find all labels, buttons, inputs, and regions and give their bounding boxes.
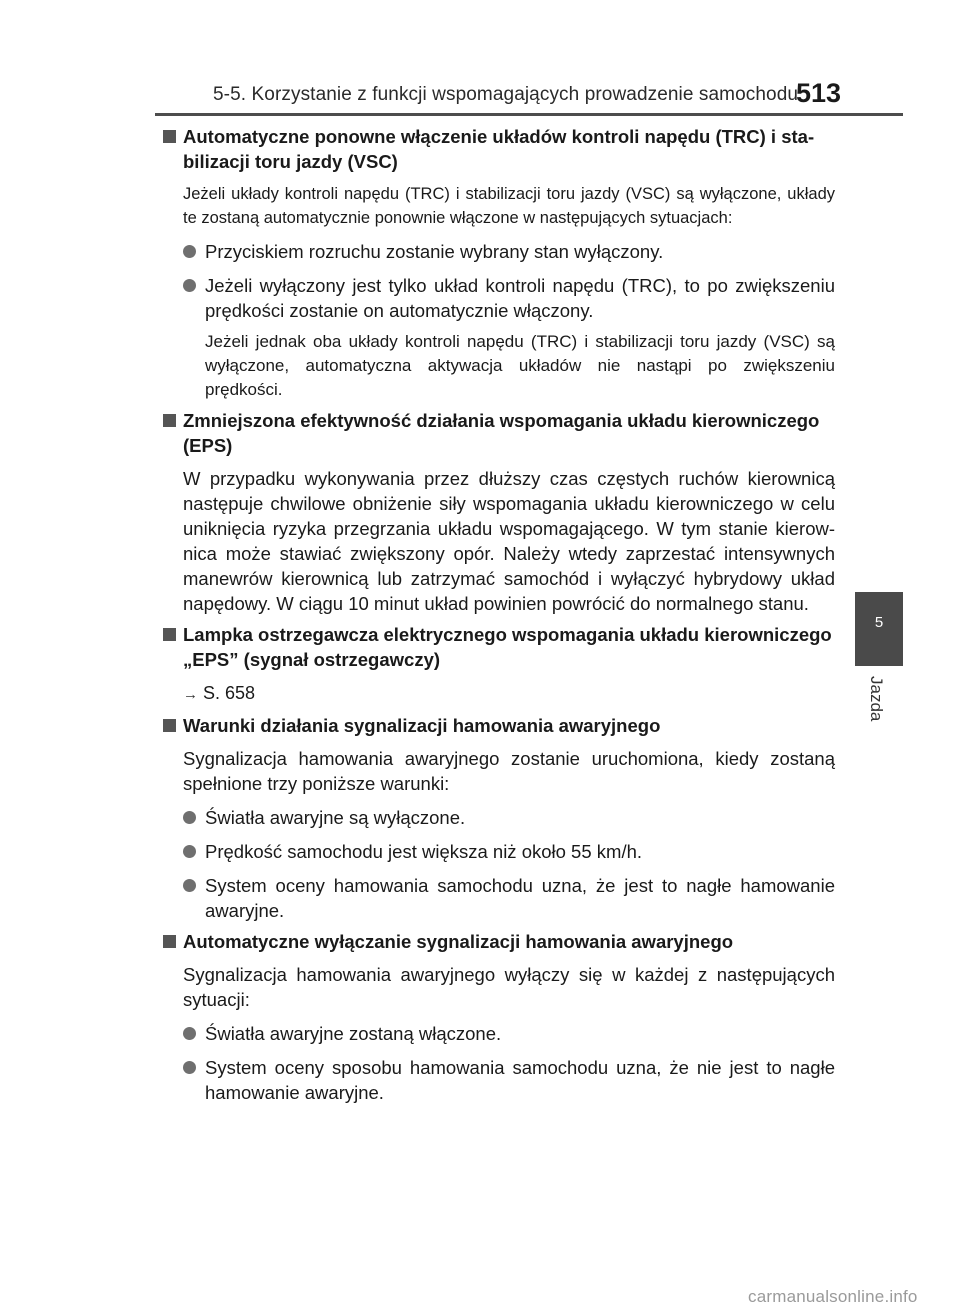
section-eps-reduced [163,408,835,616]
chapter-tab-label: Jazda [867,676,886,722]
square-bullet-icon [163,628,176,641]
section-heading [163,408,835,458]
section-heading-text: Automatyczne wyłączanie sygnalizacji hamowania awaryjnego [183,931,734,952]
paragraph: Jeżeli układy kontroli napędu (TRC) i stabilizacji toru jazdy (VSC) są wyłączone, układy te zostaną automatycznie ponownie włączone w następujących sytuacjach: [183,185,835,227]
page-number: 513 [796,78,842,108]
list-item [163,1055,835,1105]
round-bullet-icon [183,811,196,824]
list-item-text: Światła awaryjne zostaną włączone. [205,1023,502,1044]
section-heading-text: Automatyczne ponowne włączenie układów kontroli napędu (TRC) i sta-bilizacji toru jazdy (VSC) [183,126,815,172]
section-heading [163,929,835,954]
list-item-text: Światła awaryjne są wyłączone. [205,807,466,828]
list-item-text: Przyciskiem rozruchu zostanie wybrany stan wyłączony. [205,241,664,262]
square-bullet-icon [163,130,176,143]
list-item [163,873,835,923]
list-item-text: System oceny hamowania samochodu uzna, że jest to nagłe hamowanie awaryjne. [205,875,835,921]
note-paragraph: Jeżeli jednak oba układy kontroli napędu (TRC) i stabilizacji toru jazdy (VSC) są wyłączone, automatyczna aktywacja układów nie nastąpi po zwiększeniu prędkości. [205,332,835,399]
section-heading-text: Warunki działania sygnalizacji hamowania awaryjnego [183,715,661,736]
section-emergency-brake-signal-conditions [163,713,835,923]
list-item [163,805,835,830]
round-bullet-icon [183,879,196,892]
section-heading [163,622,835,672]
square-bullet-icon [163,935,176,948]
list-item [163,273,835,323]
section-emergency-brake-signal-off [163,929,835,1105]
round-bullet-icon [183,245,196,258]
round-bullet-icon [183,1061,196,1074]
arrow-right-icon: → [183,686,198,703]
list-item-text: System oceny sposobu hamowania samochodu uzna, że nie jest to nagłe hamowanie awaryjne. [205,1057,835,1103]
page-reference-text[interactable]: S. 658 [203,683,256,703]
section-heading [163,124,835,174]
square-bullet-icon [163,719,176,732]
round-bullet-icon [183,279,196,292]
section-trc-vsc-reactivation [163,124,835,402]
paragraph: W przypadku wykonywania przez dłuższy czas częstych ruchów kierownicą następuje chwilowe obniżenie siły wspomagania układu kierowniczego w celu uniknięcia ryzyka przegrzania układu wspomagającego. W tym stanie kierow-nica może stawiać zwiększony opór. Należy wtedy zaprzestać intensywnych manewrów kierownicą lub zatrzymać samochód i wyłączyć hybrydowy układ napędowy. W ciągu 10 minut układ powinien powrócić do normalnego stanu. [183,468,835,614]
section-heading-text: Zmniejszona efektywność działania wspomagania układu kierowniczego (EPS) [183,410,820,456]
chapter-tab-number: 5 [874,614,884,631]
list-item-text: Jeżeli wyłączony jest tylko układ kontroli napędu (TRC), to po zwiększeniu prędkości zostanie on automatycznie włączony. [205,275,835,321]
list-item [163,239,835,264]
page-reference[interactable] [163,681,835,707]
running-header: 5-5. Korzystanie z funkcji wspomagających prowadzenie samochodu [213,84,799,105]
list-item [163,1021,835,1046]
chapter-tab [855,592,903,666]
list-item [163,839,835,864]
watermark-logo: carmanualsonline.info [748,1287,918,1306]
paragraph: Sygnalizacja hamowania awaryjnego wyłączy się w każdej z następujących sytuacji: [183,964,835,1010]
page-content [163,124,835,1111]
header-rule [155,113,903,116]
round-bullet-icon [183,845,196,858]
square-bullet-icon [163,414,176,427]
section-heading-text: Lampka ostrzegawcza elektrycznego wspomagania układu kierowniczego „EPS” (sygnał ostrzegawczy) [183,624,832,670]
section-heading [163,713,835,738]
paragraph: Sygnalizacja hamowania awaryjnego zostanie uruchomiona, kiedy zostaną spełnione trzy poniższe warunki: [183,748,835,794]
round-bullet-icon [183,1027,196,1040]
list-item-text: Prędkość samochodu jest większa niż około 55 km/h. [205,841,643,862]
section-eps-warning-light [163,622,835,707]
